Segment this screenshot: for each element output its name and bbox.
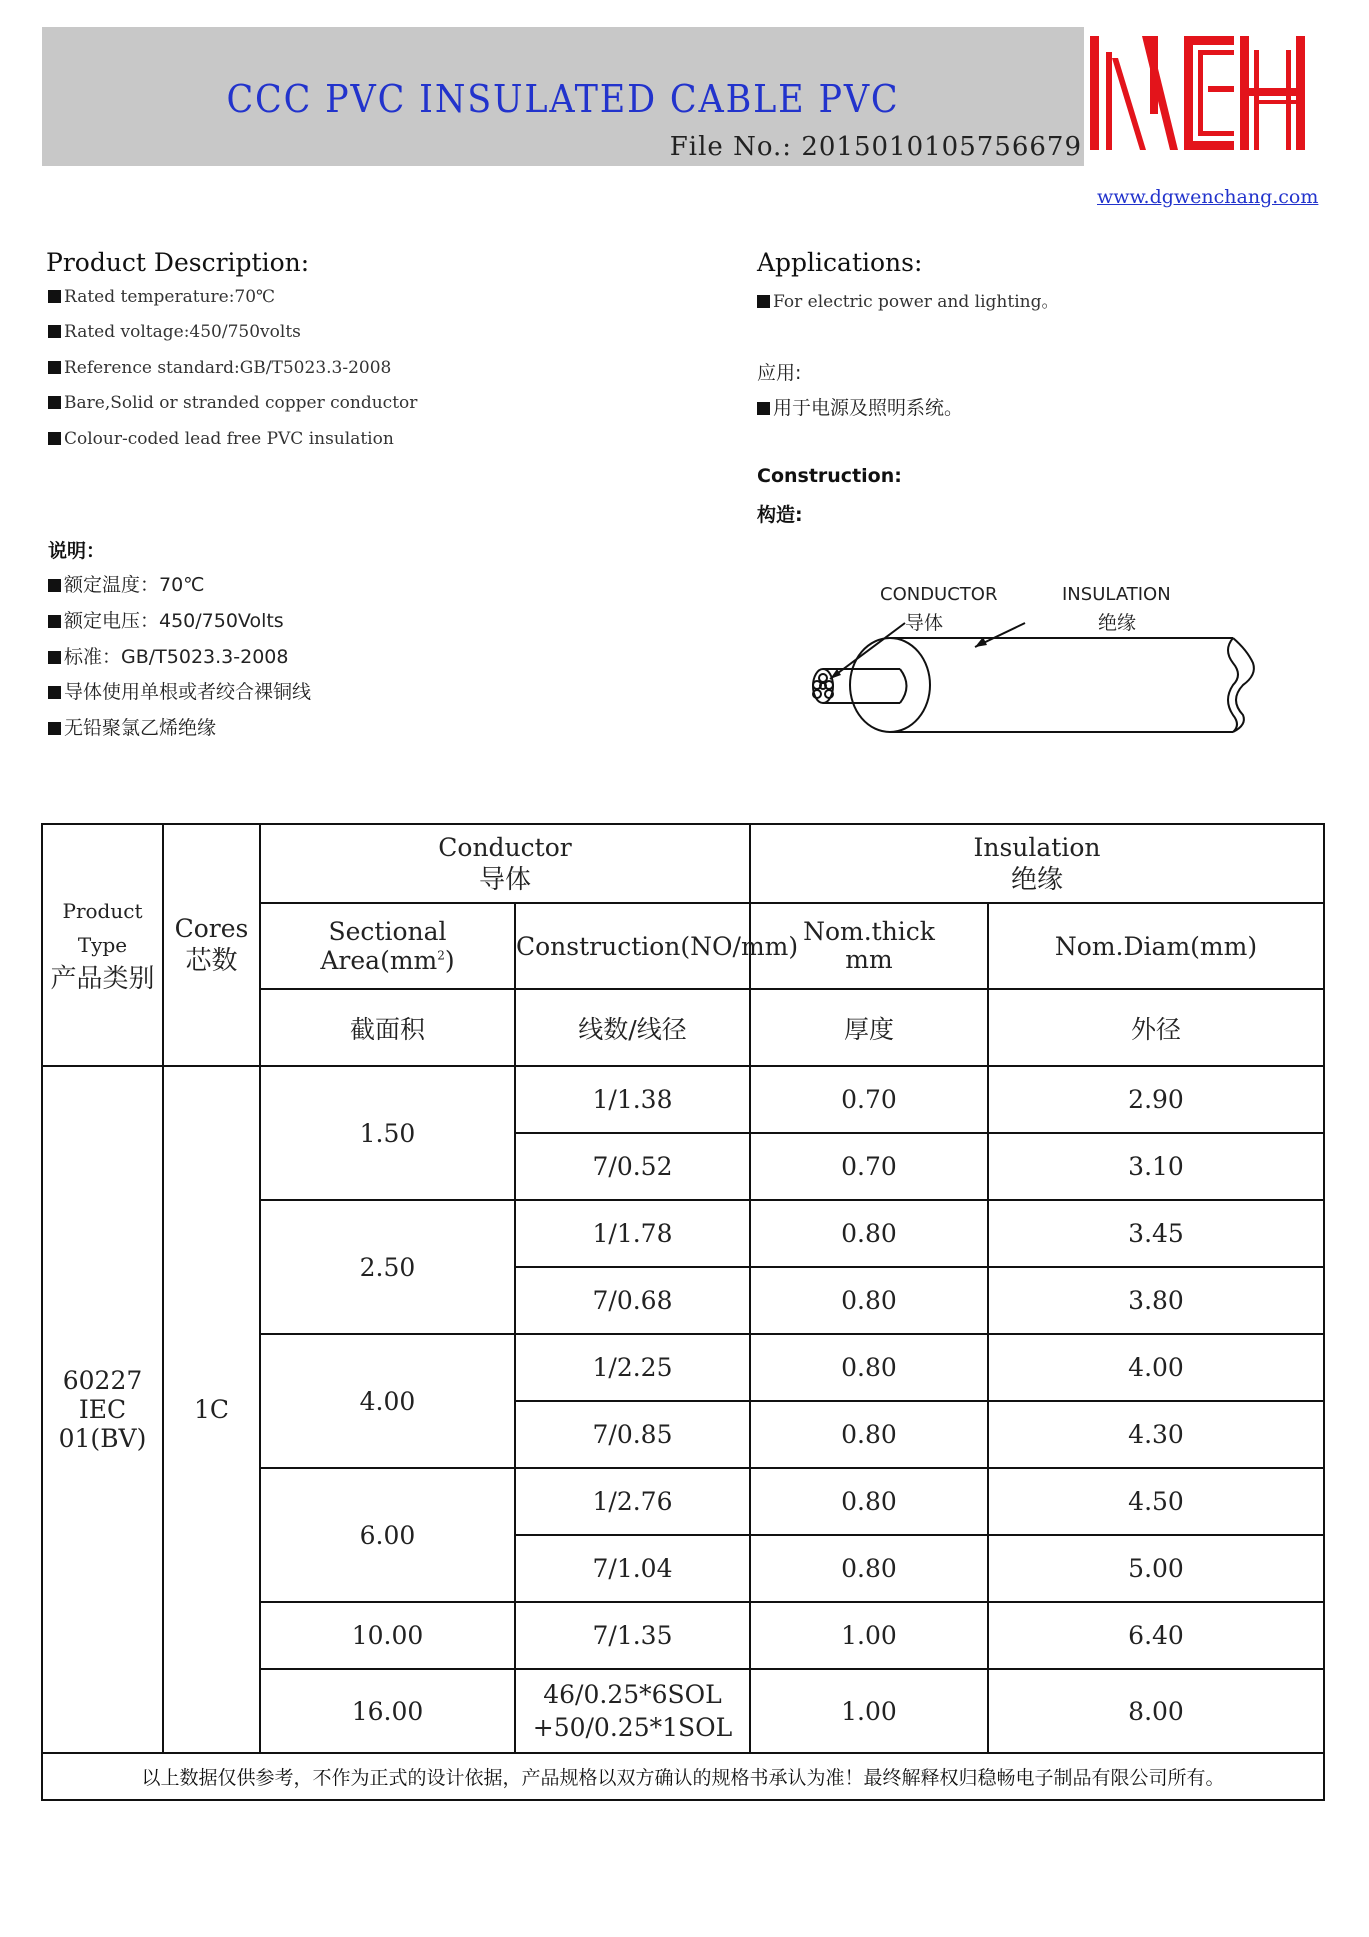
bullet-icon	[48, 722, 61, 735]
construction-header: Construction(NO/mm)	[515, 903, 750, 989]
conductor-leader	[830, 623, 905, 679]
applications-title: Applications:	[757, 248, 923, 277]
description-item: Rated voltage:450/750volts	[48, 322, 301, 342]
document-title: CCC PVC INSULATED CABLE PVC	[226, 77, 900, 121]
construction-cell: 7/0.85	[515, 1401, 750, 1468]
construction-cell: 1/2.25	[515, 1334, 750, 1401]
construction-cell: 7/0.68	[515, 1267, 750, 1334]
bullet-icon	[48, 325, 61, 338]
insulation-label-cn: 绝缘	[1098, 612, 1137, 634]
applications-cn-title: 应用:	[757, 362, 802, 384]
conductor-label-cn: 导体	[905, 612, 944, 634]
diam-cell: 6.40	[988, 1602, 1324, 1669]
construction-cell: 7/1.04	[515, 1535, 750, 1602]
nom-diam-cn-header: 外径	[988, 989, 1324, 1066]
applications-cn-item: 用于电源及照明系统。	[757, 393, 963, 420]
construction-title: Construction:	[757, 465, 902, 487]
diam-cell: 2.90	[988, 1066, 1324, 1133]
thick-cell: 0.80	[750, 1401, 988, 1468]
insulation-cut-edge	[1228, 638, 1238, 732]
insulation-end-face	[850, 638, 930, 732]
bullet-icon	[48, 615, 61, 628]
conductor-label-en: CONDUCTOR	[880, 584, 998, 605]
bullet-icon	[48, 361, 61, 374]
sectional-area-header: Sectional $Area(mm^2)$	[260, 903, 515, 989]
thick-cell: 1.00	[750, 1602, 988, 1669]
website-link[interactable]: www.dgwenchang.com	[1097, 186, 1319, 208]
construction-cell: 7/1.35	[515, 1602, 750, 1669]
diam-cell: 3.45	[988, 1200, 1324, 1267]
product-type-cell: 60227 IEC 01(BV)	[42, 1066, 163, 1753]
area-cell: 16.00	[260, 1669, 515, 1753]
bullet-icon	[48, 290, 61, 303]
area-cell: 4.00	[260, 1334, 515, 1468]
construction-cell: 46/0.25*6SOL +50/0.25*1SOL	[515, 1669, 750, 1753]
nom-thick-header: Nom.thick mm	[750, 903, 988, 989]
thick-cell: 0.80	[750, 1200, 988, 1267]
diam-cell: 4.30	[988, 1401, 1324, 1468]
file-number: File No.: 2015010105756679	[669, 132, 1082, 162]
cores-cell: 1C	[163, 1066, 260, 1753]
bullet-icon	[757, 295, 770, 308]
product-description-title: Product Description:	[46, 248, 310, 277]
cable-construction-diagram	[795, 575, 1285, 735]
conductor-header: Conductor 导体	[260, 824, 750, 903]
insulation-header: Insulation 绝缘	[750, 824, 1324, 903]
thick-cell: 0.80	[750, 1468, 988, 1535]
header-band	[42, 27, 1084, 166]
description-cn-title: 说明：	[48, 540, 106, 562]
diam-cell: 3.80	[988, 1267, 1324, 1334]
area-cell: 10.00	[260, 1602, 515, 1669]
construction-cell: 1/1.78	[515, 1200, 750, 1267]
nom-thick-cn-header: 厚度	[750, 989, 988, 1066]
thick-cell: 0.70	[750, 1066, 988, 1133]
description-cn-item: 无铅聚氯乙烯绝缘	[48, 713, 216, 740]
construction-cell: 7/0.52	[515, 1133, 750, 1200]
table-row	[42, 1066, 1324, 1133]
spec-table	[41, 823, 1325, 1801]
construction-cn-title: 构造:	[757, 504, 803, 526]
nom-diam-header: Nom.Diam(mm)	[988, 903, 1324, 989]
bullet-icon	[48, 579, 61, 592]
construction-cell: 1/1.38	[515, 1066, 750, 1133]
construction-cell: 1/2.76	[515, 1468, 750, 1535]
bullet-icon	[757, 402, 770, 415]
insulation-label-en: INSULATION	[1062, 584, 1171, 605]
diam-cell: 3.10	[988, 1133, 1324, 1200]
logo-text-mark	[1090, 36, 1305, 150]
sectional-area-cn-header: 截面积	[260, 989, 515, 1066]
conductor-edge	[900, 669, 907, 703]
construction-cn-header: 线数/线径	[515, 989, 750, 1066]
thick-cell: 0.80	[750, 1535, 988, 1602]
diam-cell: 4.00	[988, 1334, 1324, 1401]
description-item: Colour-coded lead free PVC insulation	[48, 429, 394, 449]
description-cn-item: 导体使用单根或者绞合裸铜线	[48, 677, 311, 704]
applications-item: For electric power and lighting。	[757, 287, 1058, 312]
table-header-row	[42, 824, 1324, 903]
bullet-icon	[48, 651, 61, 664]
disclaimer-note: 以上数据仅供参考，不作为正式的设计依据，产品规格以双方确认的规格书承认为准！最终解释权归稳畅电子制品有限公司所有。	[42, 1753, 1324, 1800]
description-cn-item: 标准：GB/T5023.3-2008	[48, 642, 288, 669]
bullet-icon	[48, 686, 61, 699]
description-item: Bare,Solid or stranded copper conductor	[48, 393, 417, 413]
thick-cell: 0.70	[750, 1133, 988, 1200]
table-footer-row	[42, 1753, 1324, 1800]
diam-cell: 8.00	[988, 1669, 1324, 1753]
description-item: Reference standard:GB/T5023.3-2008	[48, 358, 391, 378]
company-logo	[1090, 30, 1310, 155]
thick-cell: 1.00	[750, 1669, 988, 1753]
product-type-header: Product Type 产品类别	[42, 824, 163, 1066]
thick-cell: 0.80	[750, 1267, 988, 1334]
cores-header: Cores 芯数	[163, 824, 260, 1066]
area-cell: 2.50	[260, 1200, 515, 1334]
thick-cell: 0.80	[750, 1334, 988, 1401]
description-item: Rated temperature:70℃	[48, 287, 275, 307]
diam-cell: 5.00	[988, 1535, 1324, 1602]
bullet-icon	[48, 432, 61, 445]
description-cn-item: 额定温度：70℃	[48, 570, 205, 597]
diam-cell: 4.50	[988, 1468, 1324, 1535]
area-cell: 1.50	[260, 1066, 515, 1200]
area-cell: 6.00	[260, 1468, 515, 1602]
bullet-icon	[48, 396, 61, 409]
description-cn-item: 额定电压：450/750Volts	[48, 606, 284, 633]
